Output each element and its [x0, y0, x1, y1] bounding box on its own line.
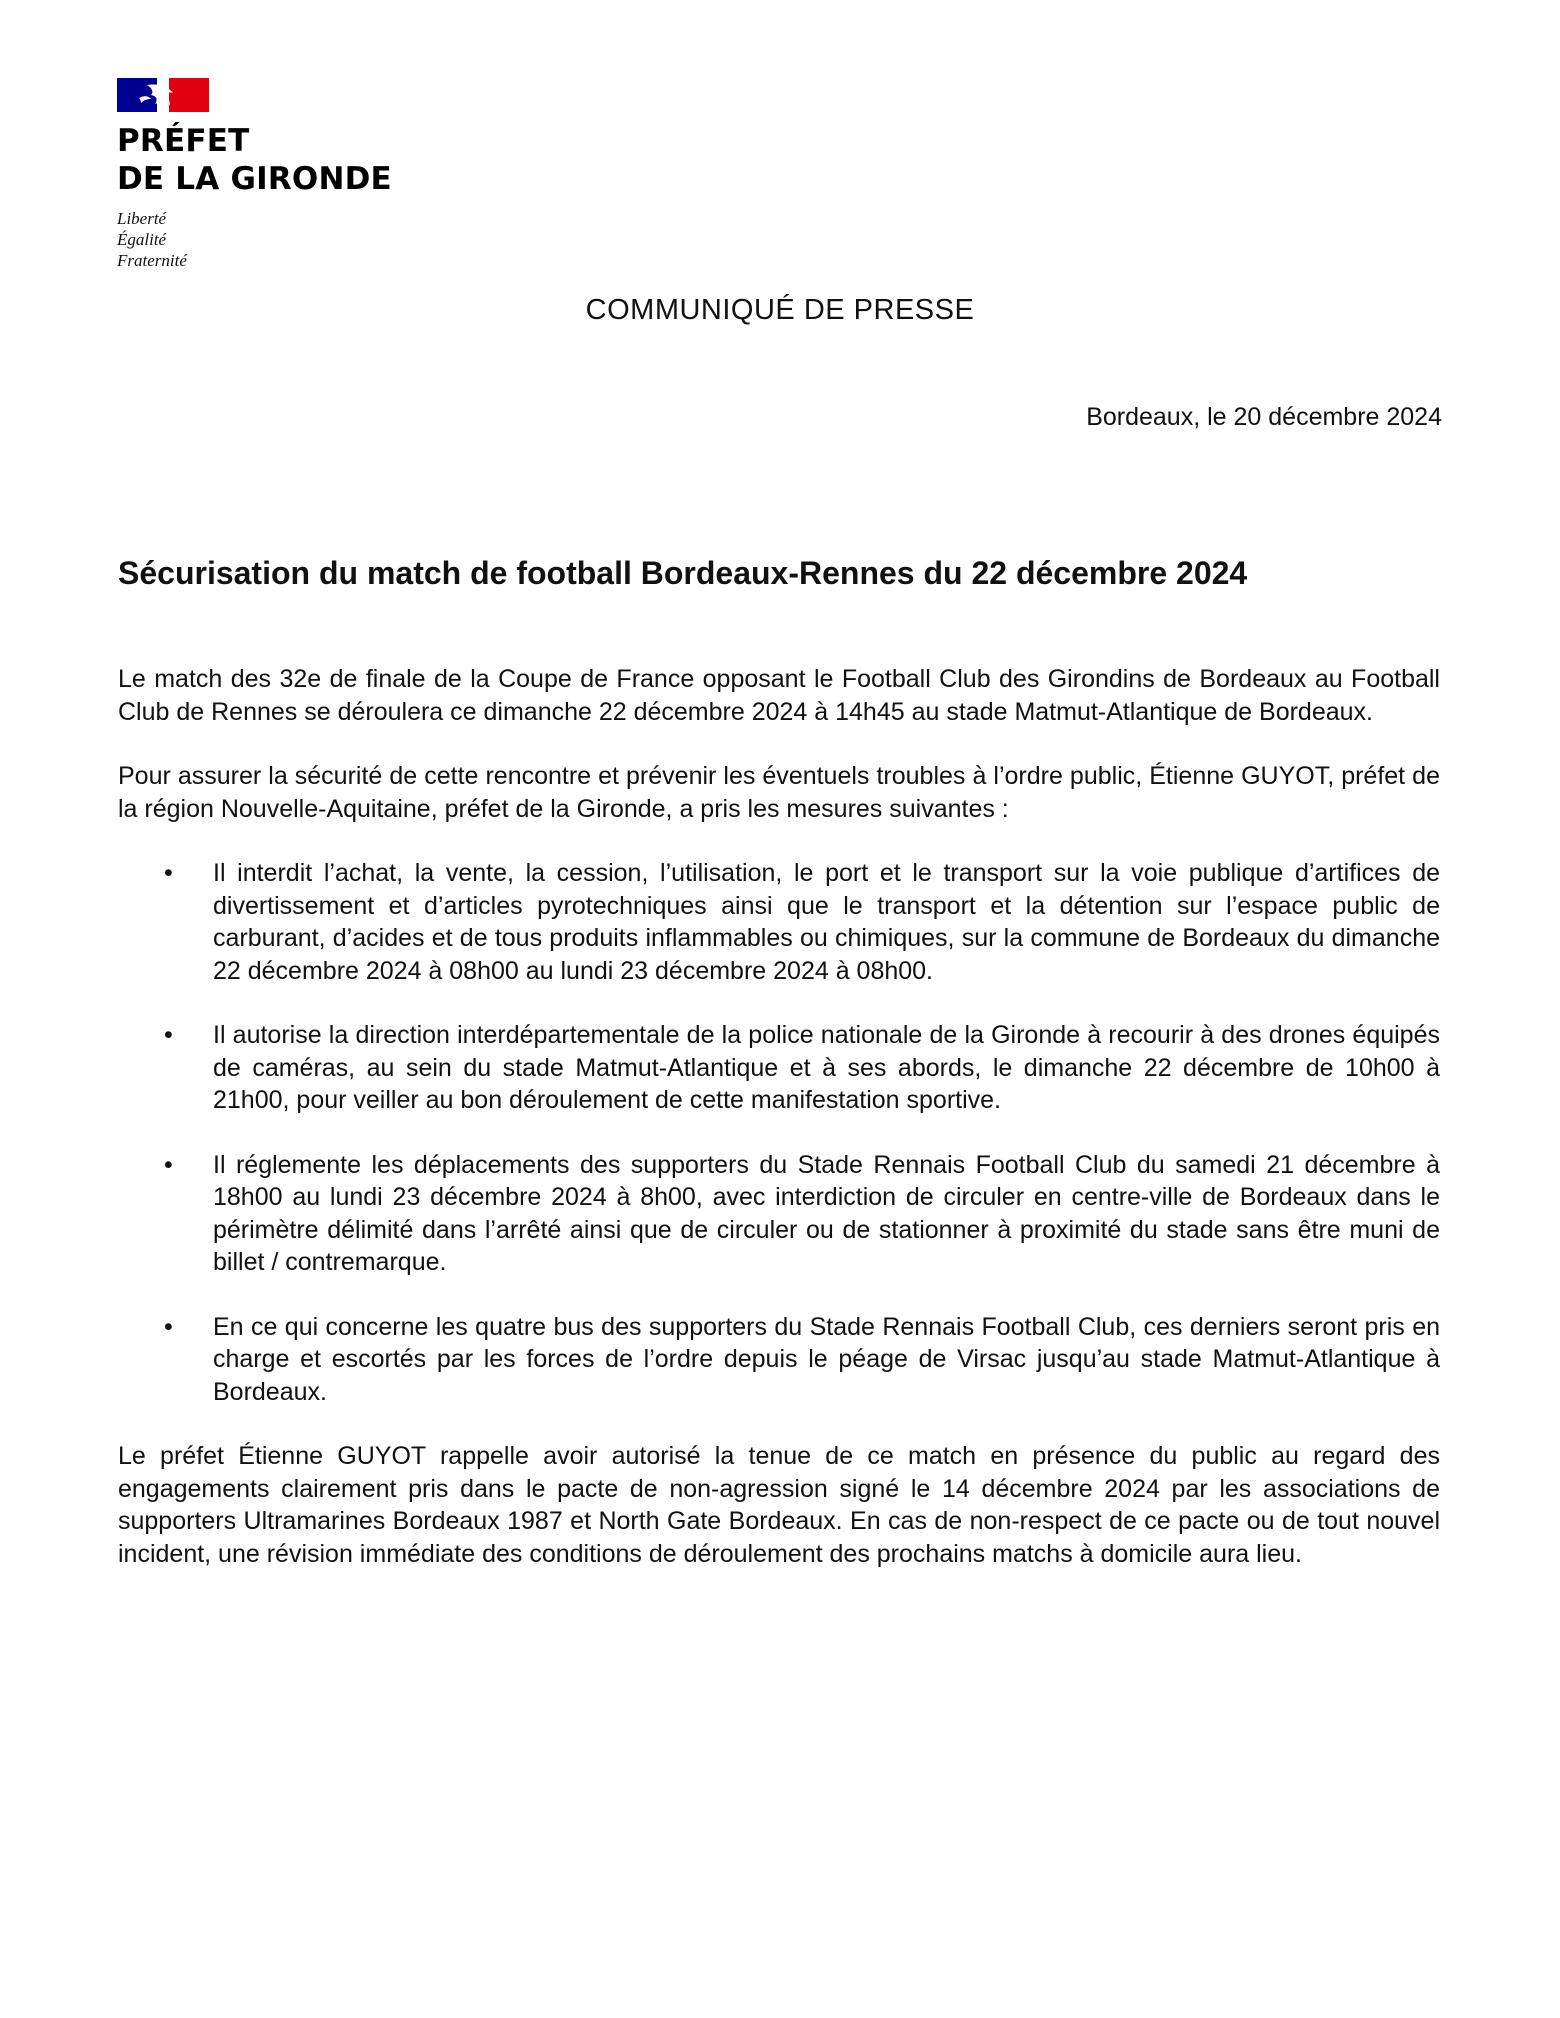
document-body: [118, 663, 1440, 1570]
marianne-flag-icon: [117, 78, 209, 112]
measures-list: [118, 857, 1440, 1408]
closing-paragraph: Le préfet Étienne GUYOT rappelle avoir autorisé la tenue de ce match en présence du public au regard des engagements clairement pris dans le pacte de non-agression signé le 14 décembre 2024 par les associations de supporters Ultramarines Bordeaux 1987 et North Gate Bordeaux. En cas de non-respect de ce pacte ou de tout nouvel incident, une révision immédiate des conditions de déroulement des prochains matchs à domicile aura lieu.: [118, 1442, 1440, 1568]
measure-text: Il réglemente les déplacements des supporters du Stade Rennais Football Club du samedi 21 décembre à 18h00 au lundi 23 décembre 2024 à 8h00, avec interdiction de circuler en centre-ville de Bordeaux dans le périmètre délimité dans l’arrêté ainsi que de circuler ou de stationner à proximité du stade sans être muni de billet / contremarque.: [213, 1150, 1440, 1276]
intro-paragraph: Le match des 32e de finale de la Coupe de France opposant le Football Club des Girondins de Bordeaux au Football Club de Rennes se déroulera ce dimanche 22 décembre 2024 à 14h45 au stade Matmut-Atlantique de Bordeaux.: [118, 665, 1440, 726]
measure-text: En ce qui concerne les quatre bus des supporters du Stade Rennais Football Club, ces derniers seront pris en charge et escortés par les forces de l’ordre depuis le péage de Virsac jusqu’au stade Matmut-Atlantique à Bordeaux.: [213, 1312, 1440, 1406]
motto-egalite: Égalité: [117, 230, 167, 249]
measure-text: Il interdit l’achat, la vente, la cession, l’utilisation, le port et le transport sur la voie publique d’artifices de divertissement et d’articles pyrotechniques ainsi que le transport et la détention sur l’espace public de carburant, d’acides et de tous produits inflammables ou chimiques, sur la commune de Bordeaux du dimanche 22 décembre 2024 à 08h00 au lundi 23 décembre 2024 à 08h00.: [213, 859, 1440, 985]
document-type: COMMUNIQUÉ DE PRESSE: [585, 294, 975, 326]
page-title: Sécurisation du match de football Bordeaux-Rennes du 22 décembre 2024: [118, 555, 1248, 591]
date-line: Bordeaux, le 20 décembre 2024: [1086, 403, 1442, 431]
republic-motto: [117, 208, 437, 271]
bullet-icon: •: [164, 1312, 173, 1341]
prefet-name-line2: DE LA GIRONDE: [117, 161, 392, 197]
list-item: [118, 1019, 1440, 1117]
list-item: [118, 1149, 1440, 1279]
motto-liberte: Liberté: [117, 209, 167, 228]
bullet-icon: •: [164, 859, 173, 887]
prefet-name-line1: PRÉFET: [117, 123, 250, 159]
prefet-name: [117, 122, 437, 198]
list-item: [118, 857, 1440, 987]
measures-intro-paragraph: Pour assurer la sécurité de cette rencontre et prévenir les éventuels troubles à l’ordre public, Étienne GUYOT, préfet de la région Nouvelle-Aquitaine, préfet de la Gironde, a pris les mesures suivantes :: [118, 762, 1440, 823]
measure-text: Il autorise la direction interdépartementale de la police nationale de la Gironde à recourir à des drones équipés de caméras, au sein du stade Matmut-Atlantique et à ses abords, le dimanche 22 décembre de 10h00 à 21h00, pour veiller au bon déroulement de cette manifestation sportive.: [213, 1021, 1440, 1114]
prefecture-logo: [117, 78, 437, 271]
bullet-icon: •: [164, 1150, 173, 1179]
motto-fraternite: Fraternité: [117, 251, 187, 270]
list-item: [118, 1311, 1440, 1409]
bullet-icon: •: [164, 1021, 173, 1049]
